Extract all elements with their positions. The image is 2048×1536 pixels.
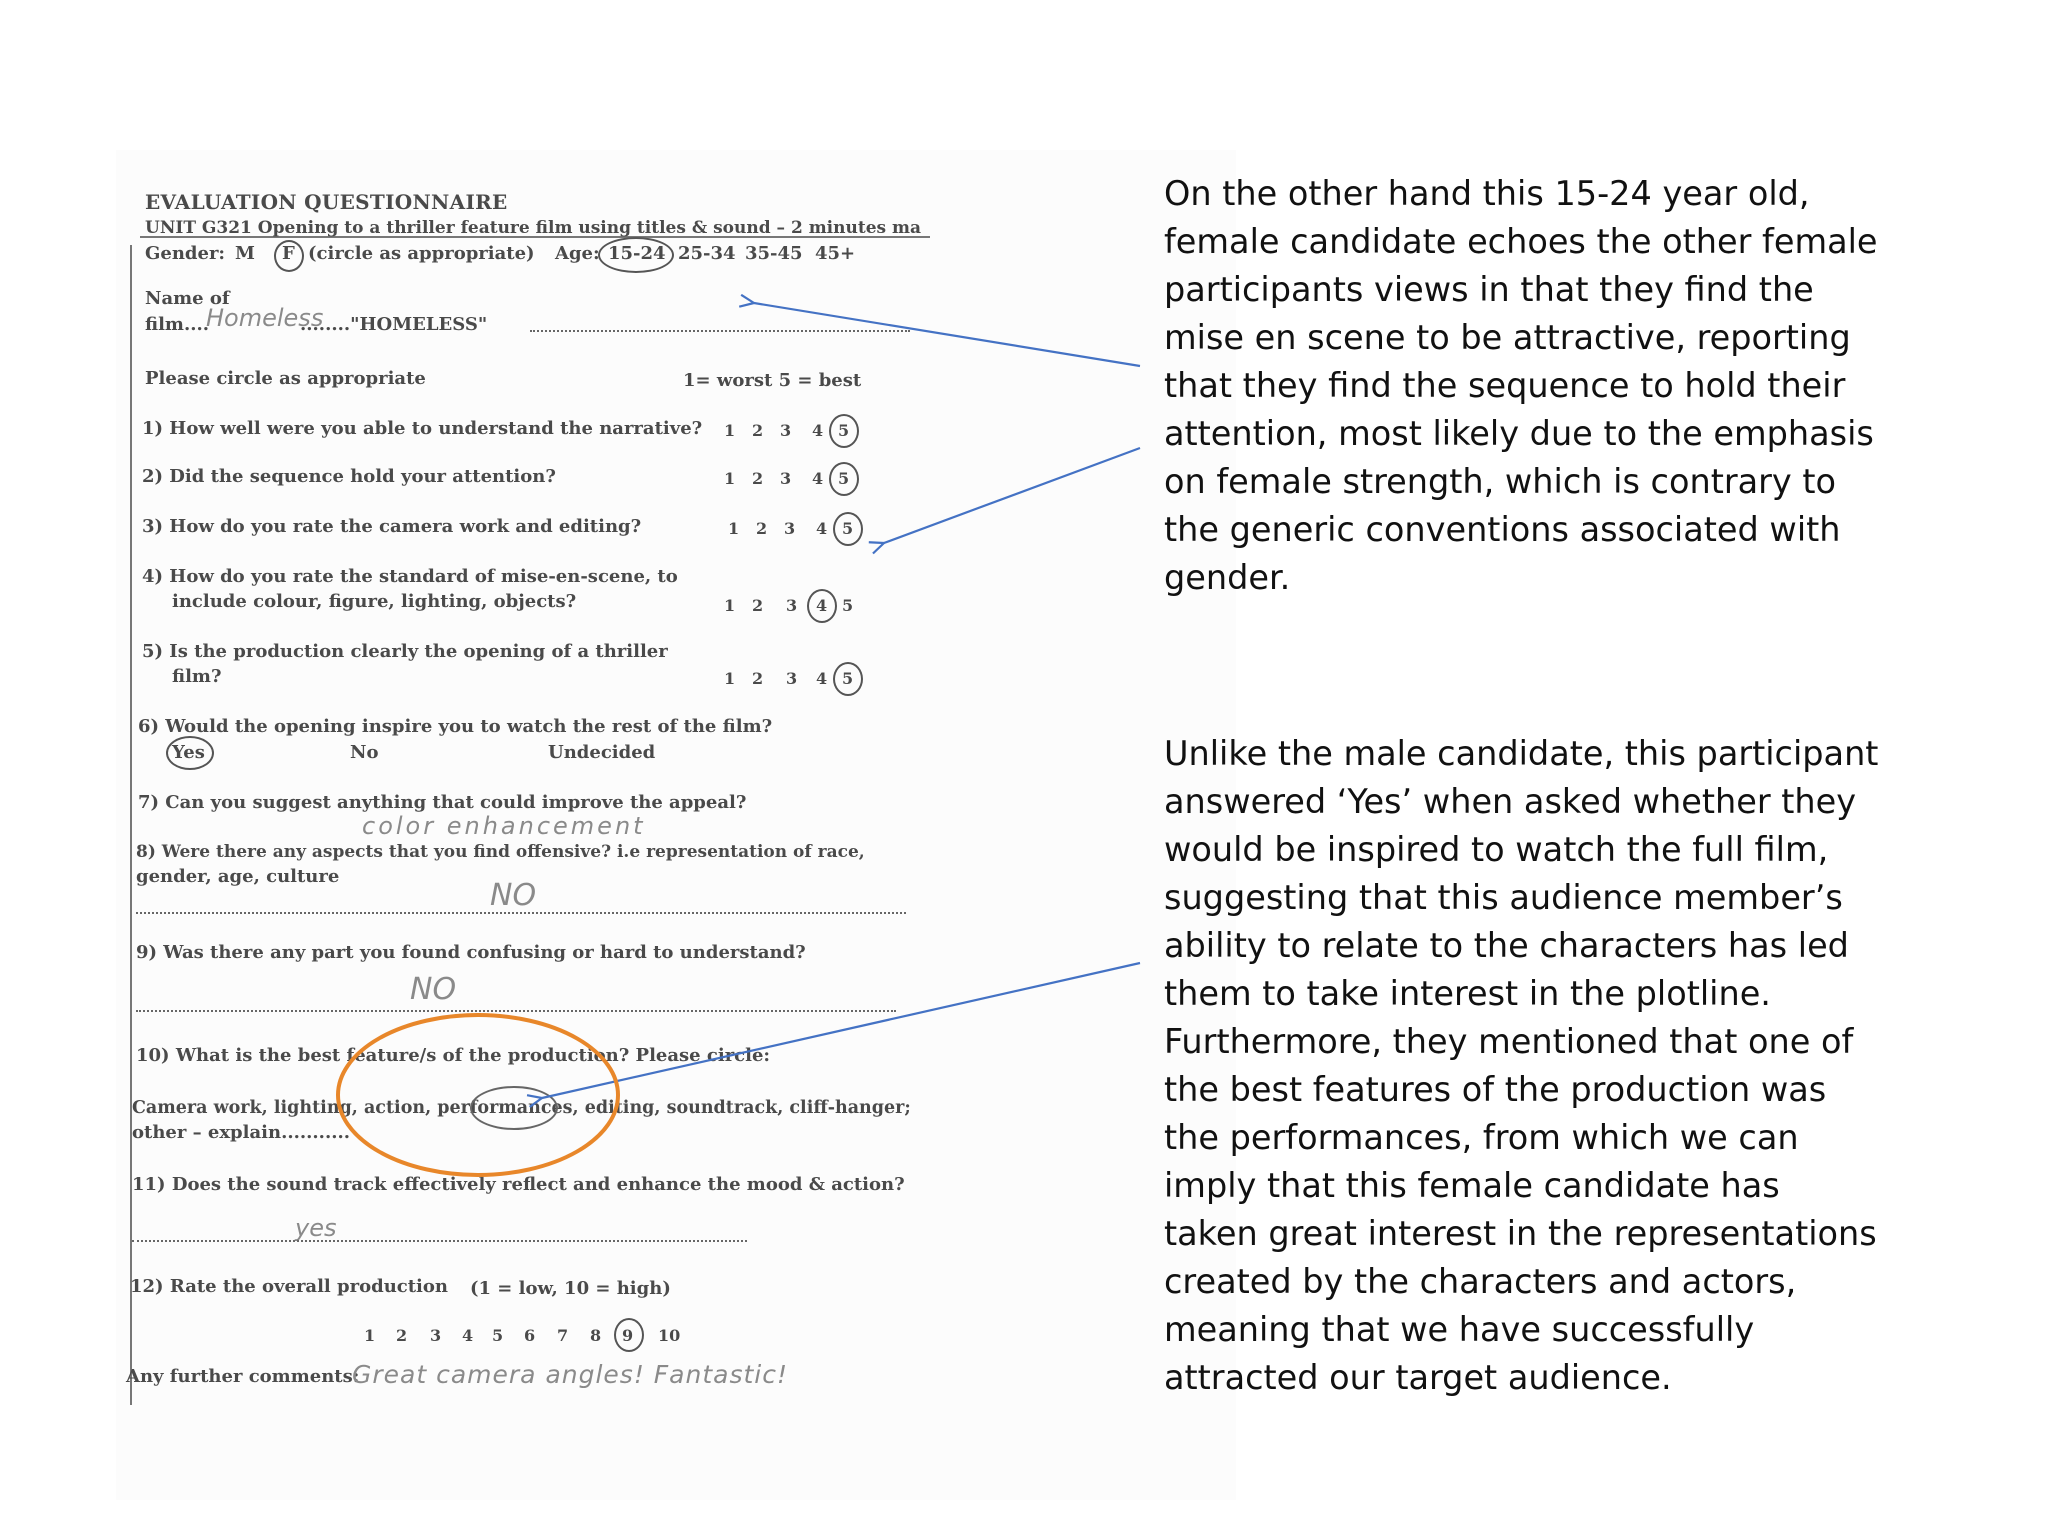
question-8-line-2: gender, age, culture	[136, 866, 340, 887]
q2-scale-2: 2	[752, 469, 764, 488]
q2-scale-3: 3	[780, 469, 792, 488]
q1-scale-1: 1	[724, 421, 736, 440]
arrow-to-film-name	[754, 303, 1140, 366]
q1-scale-4: 4	[812, 421, 824, 440]
question-8-line-1: 8) Were there any aspects that you find offensive? i.e representation of race,	[136, 842, 865, 862]
q2-scale-4: 4	[812, 469, 824, 488]
highlight-circle	[338, 1015, 618, 1175]
age-option-2: 25-34	[678, 243, 736, 264]
q12-number-1: 1	[364, 1326, 376, 1345]
q4-scale-5: 5	[842, 596, 854, 615]
q12-number-10: 10	[658, 1326, 681, 1345]
question-12: 12) Rate the overall production	[130, 1276, 448, 1297]
q1-scale-2: 2	[752, 421, 764, 440]
q3-scale-1: 1	[728, 519, 740, 538]
questionnaire-unit: UNIT G321 Opening to a thriller feature film using titles & sound – 2 minutes ma	[145, 218, 922, 238]
q5-scale-5: 5	[842, 669, 854, 688]
further-comments-answer: Great camera angles! Fantastic!	[352, 1360, 789, 1389]
question-11: 11) Does the sound track effectively reflect and enhance the mood & action?	[132, 1174, 905, 1195]
q9-handwritten-answer: NO	[410, 972, 457, 1007]
q11-handwritten-answer: yes	[295, 1214, 337, 1242]
q3-scale-4: 4	[816, 519, 828, 538]
q2-scale-1: 1	[724, 469, 736, 488]
q12-number-2: 2	[396, 1326, 408, 1345]
age-option-1: 15-24	[608, 243, 666, 264]
q12-number-9: 9	[622, 1326, 634, 1345]
age-option-4: 45+	[815, 243, 856, 264]
q7-handwritten-answer: color enhancement	[362, 812, 646, 840]
q10-options: Camera work, lighting, action, performances, editing, soundtrack, cliff-hanger;	[132, 1098, 911, 1118]
question-10: 10) What is the best feature/s of the production? Please circle:	[136, 1045, 771, 1066]
q3-scale-3: 3	[784, 519, 796, 538]
instructions: Please circle as appropriate	[145, 368, 426, 389]
gender-note: (circle as appropriate)	[308, 243, 535, 264]
q4-scale-1: 1	[724, 596, 736, 615]
q5-scale-4: 4	[816, 669, 828, 688]
scale-legend: 1= worst 5 = best	[683, 370, 862, 391]
questionnaire-title: EVALUATION QUESTIONNAIRE	[145, 190, 508, 214]
question-4-line-2: include colour, figure, lighting, objects?	[172, 591, 577, 612]
commentary-top: On the other hand this 15-24 year old, female candidate echoes the other female participants views in that they find the mise en scene to be attractive, reporting that they find the sequence to hold their attention, most likely due to the emphasis on female strength, which is contrary to the generic conventions associated with gender.	[1164, 174, 1878, 597]
q5-scale-3: 3	[786, 669, 798, 688]
q1-scale-3: 3	[780, 421, 792, 440]
arrow-to-q10-performances	[542, 963, 1140, 1098]
further-comments-label: Any further comments:	[126, 1366, 360, 1387]
film-name-label-1: Name of	[145, 288, 230, 309]
question-2: 2) Did the sequence hold your attention?	[142, 466, 556, 487]
question-4-line-1: 4) How do you rate the standard of mise-en-scene, to	[142, 566, 678, 587]
question-6: 6) Would the opening inspire you to watch the rest of the film?	[138, 716, 773, 737]
gender-m: M	[235, 243, 255, 264]
question-1: 1) How well were you able to understand the narrative?	[142, 418, 703, 439]
q12-scale-legend: (1 = low, 10 = high)	[470, 1278, 671, 1299]
question-7: 7) Can you suggest anything that could improve the appeal?	[138, 792, 747, 813]
q12-number-8: 8	[590, 1326, 602, 1345]
q6-no: No	[350, 742, 379, 763]
q12-number-5: 5	[492, 1326, 504, 1345]
question-3: 3) How do you rate the camera work and editing?	[142, 516, 642, 537]
q6-yes: Yes	[172, 742, 205, 763]
q4-scale-3: 3	[786, 596, 798, 615]
q12-number-7: 7	[557, 1326, 569, 1345]
q2-scale-5: 5	[838, 469, 850, 488]
q5-scale-2: 2	[752, 669, 764, 688]
q3-scale-2: 2	[756, 519, 768, 538]
q12-number-6: 6	[524, 1326, 536, 1345]
question-5-line-2: film?	[172, 666, 222, 687]
film-name-handwritten: Homeless	[206, 304, 324, 332]
q6-undecided: Undecided	[548, 742, 656, 763]
age-option-3: 35-45	[745, 243, 803, 264]
gender-label: Gender:	[145, 243, 226, 264]
q12-number-4: 4	[462, 1326, 474, 1345]
film-name-label-2: film....	[145, 314, 210, 335]
q3-scale-5: 5	[842, 519, 854, 538]
q4-scale-4: 4	[816, 596, 828, 615]
q8-handwritten-answer: NO	[490, 878, 537, 913]
gender-f: F	[282, 243, 295, 264]
q10-other: other – explain...........	[132, 1122, 351, 1143]
film-name-typed: ........"HOMELESS"	[300, 314, 488, 335]
q12-number-3: 3	[430, 1326, 442, 1345]
commentary-bottom: Unlike the male candidate, this participant answered ‘Yes’ when asked whether they would be inspired to watch the full film, suggesting that this audience member’s ability to relate to the characters has led them to take interest in the plotline. Furthermore, they mentioned that one of the best features of the production was the performances, from which we can imply that this female candidate has taken great interest in the representations created by the characters and actors, meaning that we have successfully attracted our target audience.	[1164, 734, 1879, 1397]
question-9: 9) Was there any part you found confusing or hard to understand?	[136, 942, 806, 963]
arrow-to-q3	[884, 448, 1140, 543]
question-5-line-1: 5) Is the production clearly the opening of a thriller	[142, 641, 668, 662]
q5-scale-1: 1	[724, 669, 736, 688]
age-label: Age:	[555, 243, 600, 264]
q1-scale-5: 5	[838, 421, 850, 440]
q4-scale-2: 2	[752, 596, 764, 615]
